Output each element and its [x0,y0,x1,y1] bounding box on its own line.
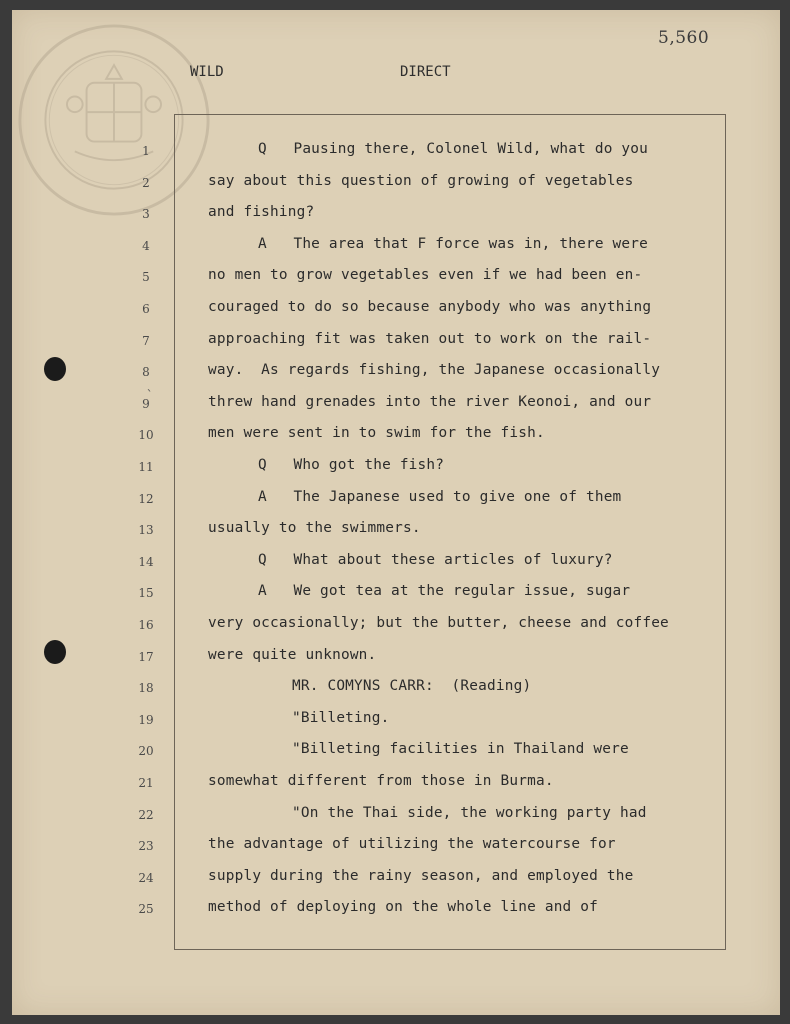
transcript-line: the advantage of utilizing the watercourse for [208,836,616,852]
line-number: 21 [138,776,154,790]
punch-hole [44,640,66,664]
line-number: 17 [138,650,154,664]
line-number: 16 [138,618,154,632]
transcript-line: Q Who got the fish? [258,457,445,473]
transcript-line: no men to grow vegetables even if we had been en- [208,267,643,283]
transcript-line: MR. COMYNS CARR: (Reading) [292,678,532,694]
line-number: 24 [138,871,154,885]
transcript-line: and fishing? [208,204,315,220]
transcript-line: "Billeting facilities in Thailand were [292,741,629,757]
line-number: 18 [138,681,154,695]
transcript-line: Q Pausing there, Colonel Wild, what do you [258,141,649,157]
line-number: 9 [142,397,150,411]
line-number: 15 [138,586,154,600]
line-number: 25 [138,902,154,916]
page-number: 5,560 [658,28,710,48]
transcript-line: somewhat different from those in Burma. [208,773,554,789]
transcript-line: threw hand grenades into the river Keonoi, and our [208,394,652,410]
stray-mark: ` [146,388,154,402]
line-number: 10 [138,428,154,442]
transcript-line: way. As regards fishing, the Japanese occasionally [208,362,661,378]
line-number: 8 [142,365,150,379]
line-number: 14 [138,555,154,569]
examination-type: DIRECT [400,64,451,80]
transcript-line: method of deploying on the whole line and of [208,899,599,915]
line-number: 1 [142,144,150,158]
line-number: 2 [142,176,150,190]
transcript-line: Q What about these articles of luxury? [258,552,613,568]
transcript-line: very occasionally; but the butter, cheese and coffee [208,615,669,631]
line-number: 5 [142,270,150,284]
transcript-page [12,10,780,1015]
punch-hole [44,357,66,381]
transcript-line: couraged to do so because anybody who was anything [208,299,652,315]
line-number: 4 [142,239,150,253]
line-number: 12 [138,492,154,506]
transcript-line: say about this question of growing of vegetables [208,173,634,189]
transcript-line: approaching fit was taken out to work on the rail- [208,331,652,347]
transcript-line: A The Japanese used to give one of them [258,489,622,505]
transcript-line: men were sent in to swim for the fish. [208,425,545,441]
line-number: 20 [138,744,154,758]
line-number: 7 [142,334,150,348]
line-number: 22 [138,808,154,822]
line-number: 13 [138,523,154,537]
line-number: 3 [142,207,150,221]
line-number: 23 [138,839,154,853]
transcript-line: A The area that F force was in, there were [258,236,649,252]
witness-name: WILD [190,64,224,80]
line-number: 19 [138,713,154,727]
transcript-line: "Billeting. [292,710,390,726]
transcript-line: A We got tea at the regular issue, sugar [258,583,631,599]
transcript-line: supply during the rainy season, and employed the [208,868,634,884]
line-number: 6 [142,302,150,316]
transcript-line: were quite unknown. [208,647,377,663]
line-number: 11 [138,460,154,474]
transcript-line: "On the Thai side, the working party had [292,805,647,821]
transcript-line: usually to the swimmers. [208,520,421,536]
